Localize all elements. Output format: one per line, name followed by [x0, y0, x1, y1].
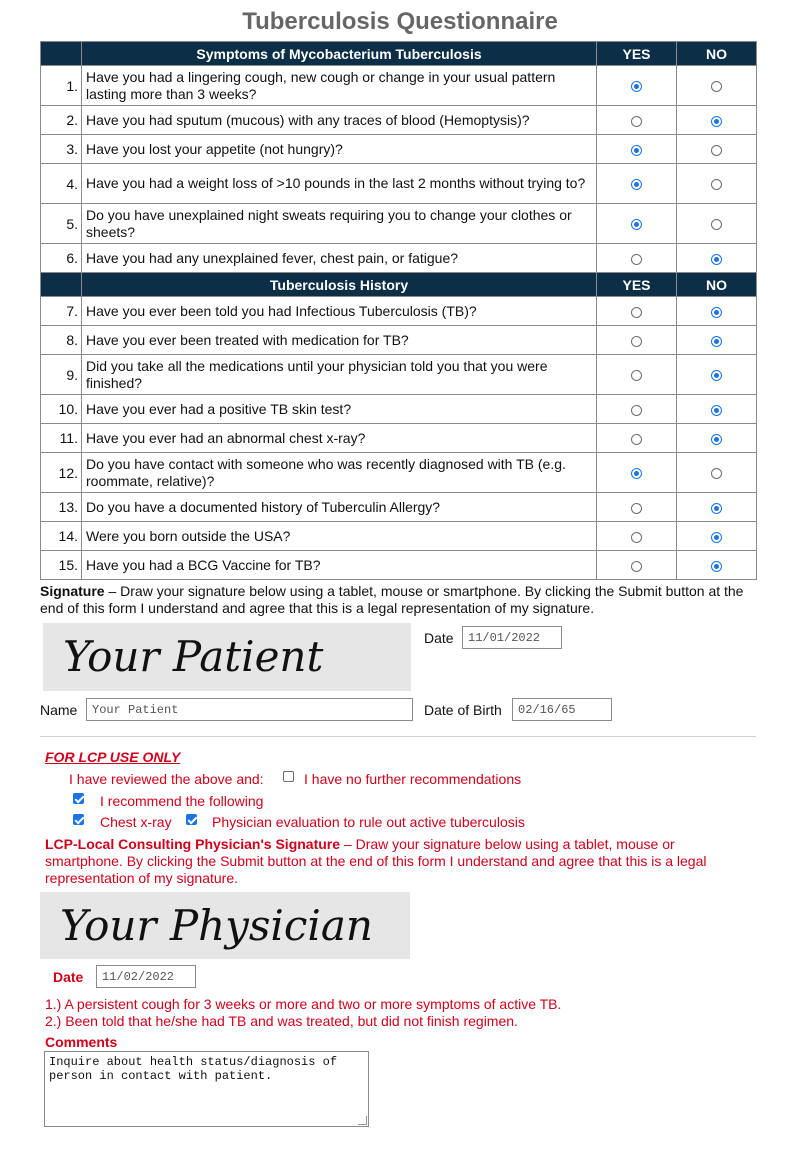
- question-number: 4.: [41, 164, 82, 204]
- question-number: 9.: [41, 355, 82, 395]
- no-radio[interactable]: [711, 503, 722, 514]
- question-row: [41, 424, 757, 453]
- question-row: [41, 106, 757, 135]
- lcp-title: FOR LCP USE ONLY: [45, 749, 181, 765]
- yes-radio[interactable]: [631, 219, 642, 230]
- questionnaire-table: [40, 41, 757, 580]
- recommend-checkbox[interactable]: [73, 793, 84, 804]
- section-heading: Symptoms of Mycobacterium Tuberculosis: [82, 42, 597, 66]
- question-number: 3.: [41, 135, 82, 164]
- yes-radio[interactable]: [631, 370, 642, 381]
- physician-signature-pad[interactable]: Your Physician: [40, 892, 410, 959]
- no-radio[interactable]: [711, 336, 722, 347]
- yes-cell: [597, 297, 677, 326]
- question-row: [41, 135, 757, 164]
- section-divider: [40, 736, 756, 737]
- yes-radio[interactable]: [631, 145, 642, 156]
- question-number: 5.: [41, 204, 82, 244]
- patient-signature-pad[interactable]: Your Patient: [43, 623, 411, 691]
- question-text: Have you ever had a positive TB skin test?: [82, 395, 597, 424]
- question-row: [41, 355, 757, 395]
- yes-radio[interactable]: [631, 179, 642, 190]
- no-cell: [677, 453, 757, 493]
- no-cell: [677, 244, 757, 273]
- yes-radio[interactable]: [631, 532, 642, 543]
- physician-eval-label: Physician evaluation to rule out active tuberculosis: [212, 814, 525, 830]
- no-radio[interactable]: [711, 219, 722, 230]
- yes-radio[interactable]: [631, 561, 642, 572]
- question-text: Do you have a documented history of Tuberculin Allergy?: [82, 493, 597, 522]
- question-number: 7.: [41, 297, 82, 326]
- question-number: 15.: [41, 551, 82, 580]
- no-further-label: I have no further recommendations: [304, 771, 522, 787]
- question-text: Have you ever had an abnormal chest x-ray?: [82, 424, 597, 453]
- question-text: Have you lost your appetite (not hungry)?: [82, 135, 597, 164]
- yes-radio[interactable]: [631, 503, 642, 514]
- yes-cell: [597, 244, 677, 273]
- no-cell: [677, 424, 757, 453]
- question-text: Have you had sputum (mucous) with any traces of blood (Hemoptysis)?: [82, 106, 597, 135]
- question-text: Have you had a weight loss of >10 pounds in the last 2 months without trying to?: [82, 164, 597, 204]
- no-cell: [677, 164, 757, 204]
- page-title: Tuberculosis Questionnaire: [242, 8, 558, 35]
- physician-eval-checkbox[interactable]: [186, 814, 197, 825]
- question-row: [41, 297, 757, 326]
- question-number: 6.: [41, 244, 82, 273]
- yes-radio[interactable]: [631, 405, 642, 416]
- signature-note: – Draw your signature below using a tablet, mouse or smartphone. By clicking the Submit button at the end of this form I understand and agree that this is a legal representation of my signature.: [40, 583, 744, 616]
- yes-cell: [597, 522, 677, 551]
- yes-column-header: YES: [597, 273, 677, 297]
- question-row: [41, 244, 757, 273]
- no-column-header: NO: [677, 42, 757, 66]
- question-row: [41, 551, 757, 580]
- yes-radio[interactable]: [631, 434, 642, 445]
- question-number: 11.: [41, 424, 82, 453]
- yes-cell: [597, 395, 677, 424]
- yes-cell: [597, 424, 677, 453]
- yes-radio[interactable]: [631, 336, 642, 347]
- recommend-label: I recommend the following: [100, 793, 264, 809]
- question-text: Have you ever been told you had Infectious Tuberculosis (TB)?: [82, 297, 597, 326]
- question-text: Did you take all the medications until your physician told you that you were finished?: [82, 355, 597, 395]
- no-radio[interactable]: [711, 532, 722, 543]
- no-cell: [677, 297, 757, 326]
- no-radio[interactable]: [711, 145, 722, 156]
- header-num-cell: [41, 273, 82, 297]
- question-text: Were you born outside the USA?: [82, 522, 597, 551]
- yes-column-header: YES: [597, 42, 677, 66]
- question-number: 1.: [41, 66, 82, 106]
- question-row: [41, 66, 757, 106]
- yes-cell: [597, 326, 677, 355]
- question-number: 8.: [41, 326, 82, 355]
- no-radio[interactable]: [711, 434, 722, 445]
- question-number: 14.: [41, 522, 82, 551]
- yes-radio[interactable]: [631, 468, 642, 479]
- question-row: [41, 326, 757, 355]
- comments-label: Comments: [45, 1034, 118, 1050]
- no-column-header: NO: [677, 273, 757, 297]
- no-radio[interactable]: [711, 179, 722, 190]
- question-text: Do you have unexplained night sweats requiring you to change your clothes or sheets?: [82, 204, 597, 244]
- no-radio[interactable]: [711, 405, 722, 416]
- name-field[interactable]: Your Patient: [86, 698, 413, 721]
- date-field[interactable]: 11/01/2022: [462, 626, 562, 649]
- section-header-row: [41, 42, 757, 66]
- question-text: Do you have contact with someone who was recently diagnosed with TB (e.g. roommate, relative)?: [82, 453, 597, 493]
- question-number: 12.: [41, 453, 82, 493]
- question-row: [41, 395, 757, 424]
- no-cell: [677, 135, 757, 164]
- signature-label: Signature: [40, 583, 105, 599]
- lcp-date-label: Date: [53, 969, 84, 985]
- yes-cell: [597, 355, 677, 395]
- question-row: [41, 493, 757, 522]
- dob-field[interactable]: 02/16/65: [512, 698, 612, 721]
- no-cell: [677, 395, 757, 424]
- question-text: Have you ever been treated with medication for TB?: [82, 326, 597, 355]
- question-number: 13.: [41, 493, 82, 522]
- no-cell: [677, 66, 757, 106]
- reviewed-label: I have reviewed the above and:: [69, 771, 264, 787]
- question-row: [41, 453, 757, 493]
- question-text: Have you had a BCG Vaccine for TB?: [82, 551, 597, 580]
- yes-cell: [597, 551, 677, 580]
- question-text: Have you had any unexplained fever, chest pain, or fatigue?: [82, 244, 597, 273]
- no-cell: [677, 522, 757, 551]
- question-row: [41, 204, 757, 244]
- comments-field[interactable]: Inquire about health status/diagnosis of person in contact with patient.: [44, 1051, 369, 1127]
- signature-instructions: [40, 583, 756, 617]
- yes-radio[interactable]: [631, 254, 642, 265]
- question-text: Have you had a lingering cough, new cough or change in your usual pattern lasting more than 3 weeks?: [82, 66, 597, 106]
- no-radio[interactable]: [711, 254, 722, 265]
- no-cell: [677, 204, 757, 244]
- yes-radio[interactable]: [631, 81, 642, 92]
- yes-cell: [597, 135, 677, 164]
- date-label: Date: [424, 630, 454, 646]
- reason-item: 2.) Been told that he/she had TB and was treated, but did not finish regimen.: [45, 1013, 518, 1029]
- chest-xray-label: Chest x-ray: [100, 814, 172, 830]
- header-num-cell: [41, 42, 82, 66]
- question-number: 2.: [41, 106, 82, 135]
- yes-radio[interactable]: [631, 307, 642, 318]
- yes-cell: [597, 66, 677, 106]
- lcp-signature-instructions: [45, 836, 745, 887]
- lcp-date-field[interactable]: 11/02/2022: [96, 965, 196, 988]
- section-header-row: [41, 273, 757, 297]
- no-radio[interactable]: [711, 561, 722, 572]
- no-further-checkbox[interactable]: [283, 771, 294, 782]
- section-heading: Tuberculosis History: [82, 273, 597, 297]
- no-cell: [677, 106, 757, 135]
- no-cell: [677, 493, 757, 522]
- question-number: 10.: [41, 395, 82, 424]
- no-radio[interactable]: [711, 468, 722, 479]
- question-row: [41, 522, 757, 551]
- name-label: Name: [40, 702, 78, 718]
- dob-label: Date of Birth: [424, 702, 502, 718]
- no-cell: [677, 355, 757, 395]
- no-radio[interactable]: [711, 307, 722, 318]
- no-radio[interactable]: [711, 370, 722, 381]
- yes-cell: [597, 204, 677, 244]
- no-radio[interactable]: [711, 81, 722, 92]
- yes-cell: [597, 493, 677, 522]
- no-radio[interactable]: [711, 116, 722, 127]
- lcp-signature-note: – Draw your signature below using a tablet, mouse or smartphone. By clicking the Submit button at the end of this form I understand and agree that this is a legal representation of my signature.: [45, 836, 707, 886]
- no-cell: [677, 326, 757, 355]
- yes-cell: [597, 106, 677, 135]
- yes-cell: [597, 164, 677, 204]
- resize-handle[interactable]: [358, 1116, 367, 1125]
- reason-item: 1.) A persistent cough for 3 weeks or more and two or more symptoms of active TB.: [45, 996, 562, 1012]
- no-cell: [677, 551, 757, 580]
- lcp-signature-label: LCP-Local Consulting Physician's Signature: [45, 836, 341, 852]
- yes-cell: [597, 453, 677, 493]
- yes-radio[interactable]: [631, 116, 642, 127]
- reasons-list: [45, 996, 561, 1030]
- question-row: [41, 164, 757, 204]
- chest-xray-checkbox[interactable]: [73, 814, 84, 825]
